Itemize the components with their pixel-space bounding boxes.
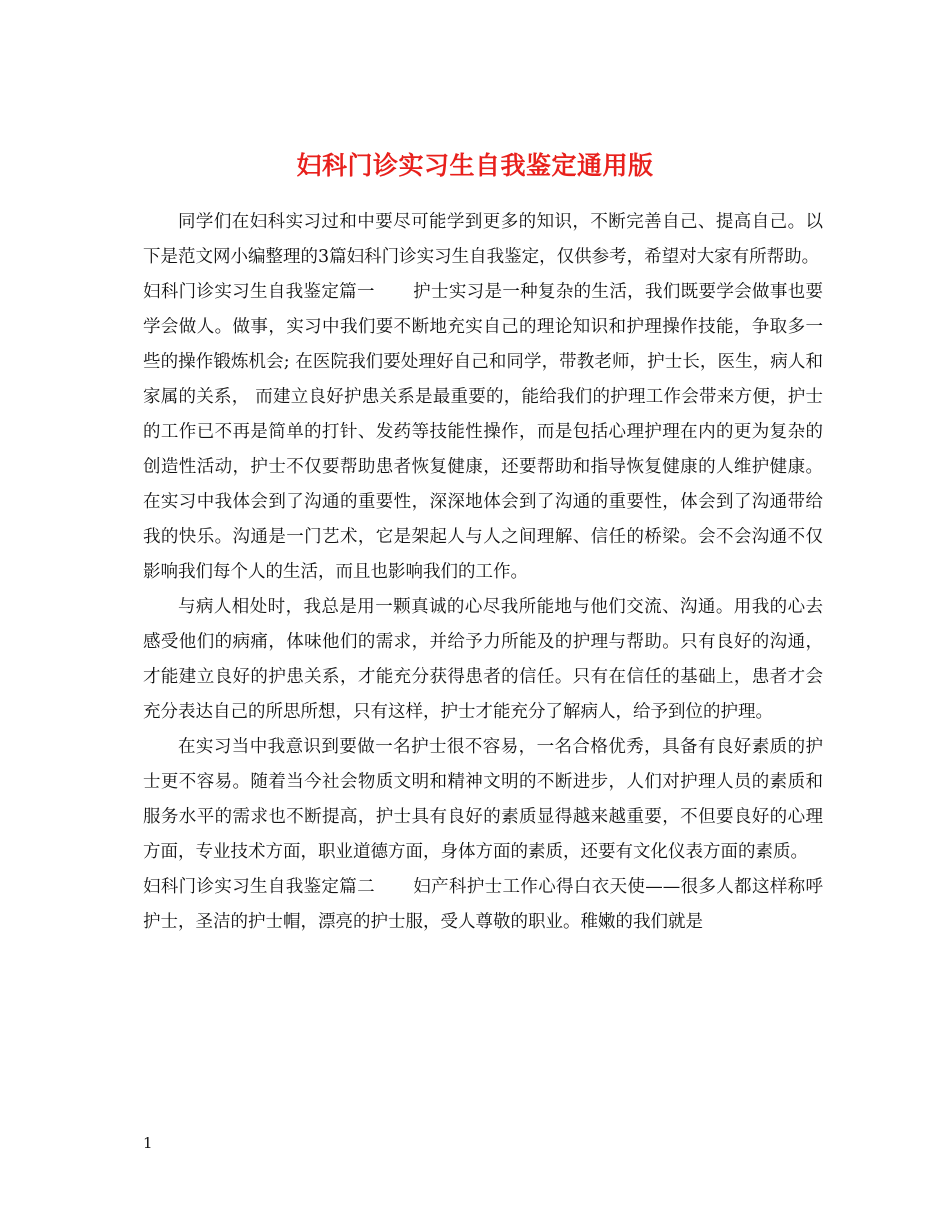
paragraph-2: 与病人相处时，我总是用一颗真诚的心尽我所能地与他们交流、沟通。用我的心去感受他们的病痛，体味他们的需求，并给予力所能及的护理与帮助。只有良好的沟通，才能建立良好的护患关系，才能充分获得患者的信任。只有在信任的基础上，患者才会充分表达自己的所思所想，只有这样，护士才能充分了解病人，给予到位的护理。 — [143, 597, 823, 722]
page-number: 1 — [143, 1134, 153, 1152]
section1-label: 妇科门诊实习生自我鉴定篇一 — [143, 282, 375, 302]
intro-paragraph: 同学们在妇科实习过和中要尽可能学到更多的知识，不断完善自己、提高自己。以下是范文网小编整理的3篇妇科门诊实习生自我鉴定，仅供参考，希望对大家有所帮助。 — [143, 212, 823, 267]
section1-paragraph — [143, 275, 823, 590]
document-title: 妇科门诊实习生自我鉴定通用版 — [296, 150, 654, 180]
section2-label: 妇科门诊实习生自我鉴定篇二 — [143, 877, 375, 897]
section2-paragraph — [143, 870, 823, 940]
paragraph-3: 在实习当中我意识到要做一名护士很不容易，一名合格优秀，具备有良好素质的护士更不容易。随着当今社会物质文明和精神文明的不断进步，人们对护理人员的素质和服务水平的需求也不断提高，护士具有良好的素质显得越来越重要，不但要良好的心理方面，专业技术方面，职业道德方面，身体方面的素质，还要有文化仪表方面的素质。 — [143, 737, 823, 862]
document-body — [143, 205, 823, 940]
section2-text: 妇产科护士工作心得白衣天使——很多人都这样称呼护士，圣洁的护士帽，漂亮的护士服，受人尊敬的职业。稚嫩的我们就是 — [143, 877, 824, 932]
section1-text: 护士实习是一种复杂的生活，我们既要学会做事也要学会做人。做事，实习中我们要不断地充实自己的理论知识和护理操作技能，争取多一些的操作锻炼机会; 在医院我们要处理好自己和同学，带教老师，护士长，医生，病人和家属的关系， 而建立良好护患关系是最重要的，能给我们的护理工作会带来方便，护士的工作已不再是简单的打针、发药等技能性操作，而是包括心理护理在内的更为复杂的创造性活动，护士不仅要帮助患者恢复健康，还要帮助和指导恢复健康的人维护健康。在实习中我体会到了沟通的重要性，深深地体会到了沟通的重要性，体会到了沟通带给我的快乐。沟通是一门艺术，它是架起人与人之间理解、信任的桥梁。会不会沟通不仅影响我们每个人的生活，而且也影响我们的工作。 — [143, 282, 824, 582]
